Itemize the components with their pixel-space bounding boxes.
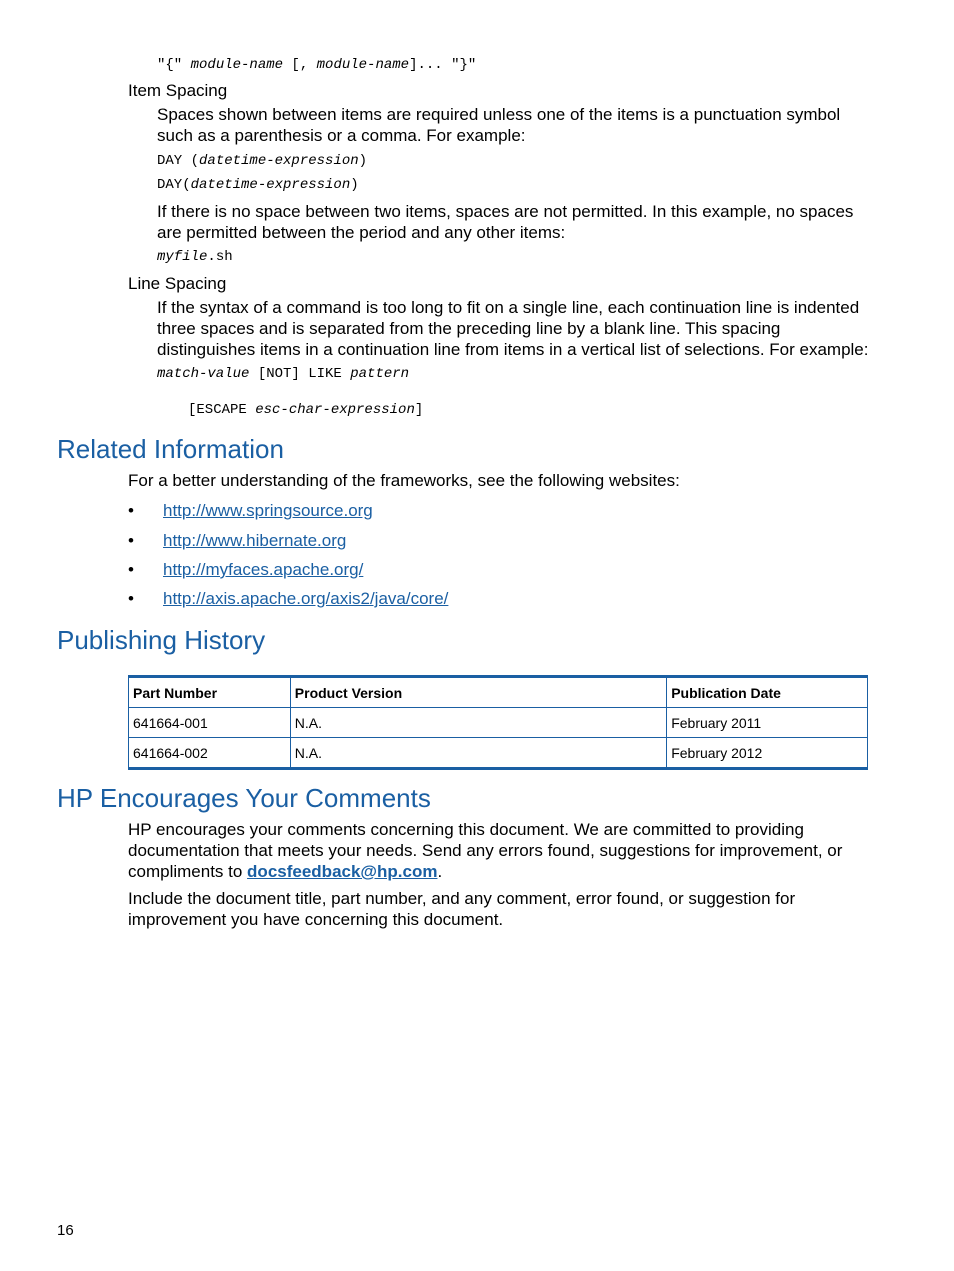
cell-product-version: N.A. xyxy=(290,708,666,738)
heading-hp-encourages-comments: HP Encourages Your Comments xyxy=(57,783,431,813)
code-variable: module-name xyxy=(316,57,410,73)
code-variable: esc-char-expression xyxy=(255,402,415,418)
line-spacing-description: If the syntax of a command is too long to fit on a single line, each continuation line is indented three spaces and is separated from the preceding line by a blank line. This spacing distinguishes items in a continuation line from items in a vertical list of selections. For example: xyxy=(157,298,869,359)
code-literal: [NOT] LIKE xyxy=(249,366,351,382)
heading-publishing-history: Publishing History xyxy=(57,625,266,655)
code-literal: [ESCAPE xyxy=(188,402,256,418)
cell-part-number: 641664-001 xyxy=(129,708,291,738)
cell-part-number: 641664-002 xyxy=(129,738,291,769)
term-line-spacing: Line Spacing xyxy=(128,274,227,293)
code-variable: myfile xyxy=(157,249,208,265)
bullet-icon: • xyxy=(128,531,134,550)
line-spacing-example-1 xyxy=(157,365,409,383)
comments-text: HP encourages your comments concerning this document. We are committed to providing documentation that meets your needs. Send any errors found, suggestions for improvement, or compliments to xyxy=(128,820,843,881)
link-myfaces[interactable]: http://myfaces.apache.org/ xyxy=(163,560,364,579)
link-hibernate[interactable]: http://www.hibernate.org xyxy=(163,531,347,550)
related-intro: For a better understanding of the frameworks, see the following websites: xyxy=(128,471,680,490)
link-springsource[interactable]: http://www.springsource.org xyxy=(163,501,373,520)
column-header-product-version: Product Version xyxy=(290,677,666,708)
code-literal: DAY ( xyxy=(157,153,200,169)
link-axis[interactable]: http://axis.apache.org/axis2/java/core/ xyxy=(163,589,449,608)
cell-publication-date: February 2012 xyxy=(667,738,868,769)
code-literal: ) xyxy=(358,153,368,169)
code-variable: datetime-expression xyxy=(190,177,351,193)
column-header-part-number: Part Number xyxy=(129,677,291,708)
comments-paragraph-2: Include the document title, part number, and any comment, error found, or suggestion for improvement you have concerning this document. xyxy=(128,889,796,929)
code-literal: DAY( xyxy=(157,177,191,193)
table-header-row xyxy=(129,677,868,708)
code-literal: .sh xyxy=(207,249,233,265)
item-spacing-description: Spaces shown between items are required unless one of the items is a punctuation symbol such as a parenthesis or a comma. For example: xyxy=(157,105,841,145)
table-row xyxy=(129,738,868,769)
code-literal: ]... "}" xyxy=(409,57,477,73)
column-header-publication-date: Publication Date xyxy=(667,677,868,708)
email-link-docsfeedback[interactable]: docsfeedback@hp.com xyxy=(247,862,438,881)
code-literal: ] xyxy=(414,402,424,418)
line-spacing-example-2 xyxy=(188,401,423,419)
item-spacing-note: If there is no space between two items, spaces are not permitted. In this example, no spaces are permitted between the period and any other items: xyxy=(157,202,854,242)
code-variable: datetime-expression xyxy=(199,153,359,169)
code-variable: module-name xyxy=(190,57,284,73)
term-item-spacing: Item Spacing xyxy=(128,81,228,100)
comments-paragraph-1 xyxy=(128,819,853,882)
item-spacing-example-3 xyxy=(157,248,233,266)
heading-related-information: Related Information xyxy=(57,434,284,464)
table-row xyxy=(129,708,868,738)
comments-text: . xyxy=(437,862,443,881)
bullet-icon: • xyxy=(128,501,134,520)
code-variable: pattern xyxy=(350,366,410,382)
code-variable: match-value xyxy=(157,366,250,382)
code-literal: "{" xyxy=(157,57,191,73)
publishing-history-table xyxy=(128,675,868,770)
syntax-module-list xyxy=(157,56,476,74)
code-literal: [, xyxy=(283,57,317,73)
item-spacing-example-2 xyxy=(157,176,359,194)
bullet-icon: • xyxy=(128,589,134,608)
bullet-icon: • xyxy=(128,560,134,579)
code-literal: ) xyxy=(350,177,359,193)
page-number: 16 xyxy=(57,1222,74,1239)
item-spacing-example-1 xyxy=(157,152,367,170)
cell-publication-date: February 2011 xyxy=(667,708,868,738)
cell-product-version: N.A. xyxy=(290,738,666,769)
